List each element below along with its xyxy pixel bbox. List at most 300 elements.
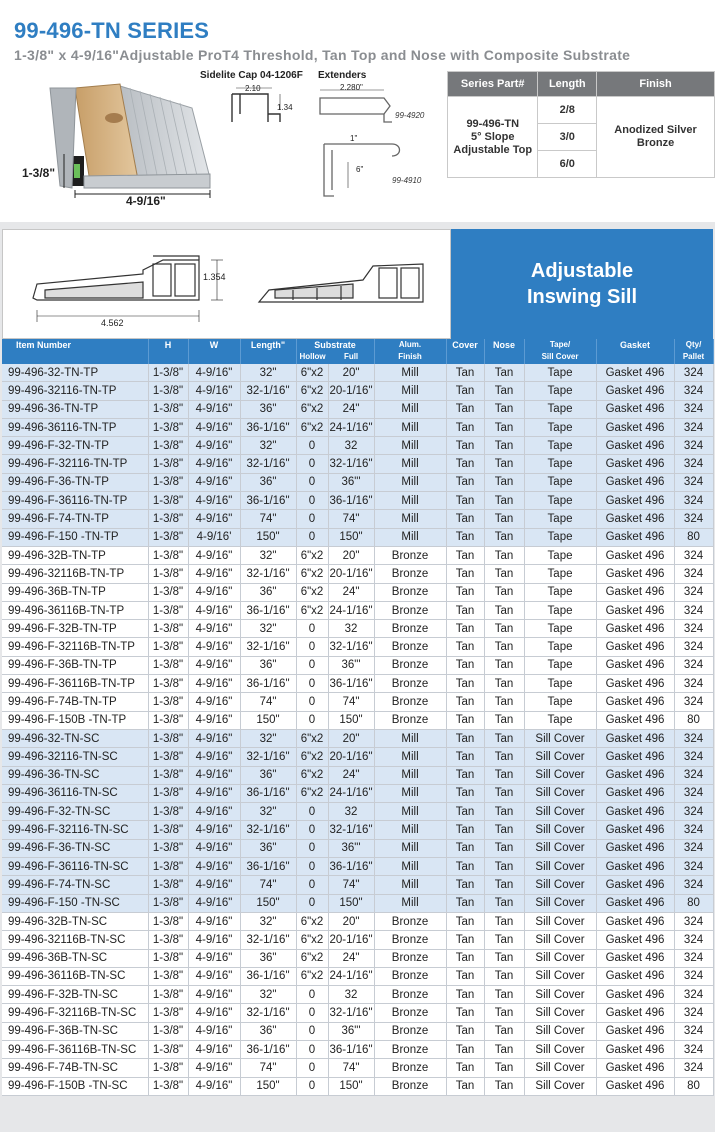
cell-h: 1-3/8" xyxy=(148,1040,188,1058)
col-h: H xyxy=(148,339,188,364)
cell-nose: Tan xyxy=(484,601,524,619)
col-qty-1: Qty/ xyxy=(685,340,702,349)
cell-alum-finish: Bronze xyxy=(374,931,446,949)
table-row xyxy=(2,528,713,546)
cell-gasket: Gasket 496 xyxy=(596,620,674,638)
cell-tape-sill-cover: Sill Cover xyxy=(524,1022,596,1040)
cell-item-number: 99-496-32116-TN-SC xyxy=(2,748,148,766)
cell-alum-finish: Mill xyxy=(374,858,446,876)
cell-cover: Tan xyxy=(446,839,484,857)
cell-item-number: 99-496-36-TN-TP xyxy=(2,400,148,418)
cell-tape-sill-cover: Tape xyxy=(524,601,596,619)
cell-qty-pallet: 80 xyxy=(674,1077,713,1095)
cell-w: 4-9/16" xyxy=(188,455,240,473)
cell-tape-sill-cover: Tape xyxy=(524,364,596,382)
cell-h: 1-3/8" xyxy=(148,492,188,510)
cell-gasket: Gasket 496 xyxy=(596,1077,674,1095)
cell-hollow: 0 xyxy=(296,821,328,839)
cell-h: 1-3/8" xyxy=(148,986,188,1004)
cell-item-number: 99-496-36-TN-SC xyxy=(2,766,148,784)
cell-full: 32-1/16" xyxy=(328,455,374,473)
cell-nose: Tan xyxy=(484,528,524,546)
col-w: W xyxy=(188,339,240,364)
cell-item-number: 99-496-36116-TN-SC xyxy=(2,784,148,802)
cell-qty-pallet: 324 xyxy=(674,748,713,766)
cell-item-number: 99-496-F-32116B-TN-TP xyxy=(2,638,148,656)
cell-w: 4-9/16" xyxy=(188,912,240,930)
cell-cover: Tan xyxy=(446,931,484,949)
table-row xyxy=(2,675,713,693)
cell-length: 32-1/16" xyxy=(240,565,296,583)
cell-qty-pallet: 80 xyxy=(674,711,713,729)
cell-hollow: 0 xyxy=(296,1040,328,1058)
cell-qty-pallet: 324 xyxy=(674,766,713,784)
header-section xyxy=(0,0,715,222)
cell-cover: Tan xyxy=(446,821,484,839)
cell-cover: Tan xyxy=(446,1059,484,1077)
table-row xyxy=(2,949,713,967)
cell-gasket: Gasket 496 xyxy=(596,803,674,821)
height-dimension: 1-3/8" xyxy=(22,166,56,180)
cell-cover: Tan xyxy=(446,528,484,546)
table-row xyxy=(2,1004,713,1022)
series-part-line: 99-496-TN xyxy=(466,117,520,130)
cell-hollow: 0 xyxy=(296,455,328,473)
cell-length: 74" xyxy=(240,693,296,711)
cell-full: 74" xyxy=(328,693,374,711)
cell-w: 4-9/16" xyxy=(188,675,240,693)
cell-w: 4-9/16" xyxy=(188,400,240,418)
cell-full: 32 xyxy=(328,986,374,1004)
cell-full: 36"' xyxy=(328,473,374,491)
cell-full: 24-1/16" xyxy=(328,784,374,802)
cell-cover: Tan xyxy=(446,711,484,729)
cell-gasket: Gasket 496 xyxy=(596,986,674,1004)
cell-gasket: Gasket 496 xyxy=(596,1040,674,1058)
threshold-product-image xyxy=(20,78,220,210)
cell-hollow: 6"x2 xyxy=(296,546,328,564)
cell-tape-sill-cover: Sill Cover xyxy=(524,1040,596,1058)
table-row xyxy=(2,418,713,436)
series-finish-line: Anodized Silver xyxy=(614,124,697,136)
cell-qty-pallet: 324 xyxy=(674,876,713,894)
series-table xyxy=(447,71,715,178)
table-row xyxy=(2,382,713,400)
cell-item-number: 99-496-32116B-TN-TP xyxy=(2,565,148,583)
cell-length: 32" xyxy=(240,912,296,930)
cell-tape-sill-cover: Tape xyxy=(524,492,596,510)
cell-tape-sill-cover: Tape xyxy=(524,620,596,638)
cell-nose: Tan xyxy=(484,675,524,693)
cap-height-dim: 1.34 xyxy=(277,103,293,112)
cell-alum-finish: Mill xyxy=(374,748,446,766)
cell-alum-finish: Bronze xyxy=(374,711,446,729)
page-title: 99-496-TN SERIES xyxy=(14,18,210,43)
cell-cover: Tan xyxy=(446,784,484,802)
cell-h: 1-3/8" xyxy=(148,729,188,747)
cell-gasket: Gasket 496 xyxy=(596,364,674,382)
table-row xyxy=(2,1022,713,1040)
cell-item-number: 99-496-F-32116-TN-SC xyxy=(2,821,148,839)
cell-w: 4-9/16" xyxy=(188,821,240,839)
threshold-profile-drawing xyxy=(3,230,450,338)
cell-hollow: 0 xyxy=(296,620,328,638)
cell-h: 1-3/8" xyxy=(148,455,188,473)
cell-cover: Tan xyxy=(446,912,484,930)
cell-length: 36" xyxy=(240,473,296,491)
cell-item-number: 99-496-F-32-TN-TP xyxy=(2,437,148,455)
cell-tape-sill-cover: Sill Cover xyxy=(524,1004,596,1022)
cell-cover: Tan xyxy=(446,583,484,601)
cell-alum-finish: Mill xyxy=(374,510,446,528)
cell-item-number: 99-496-F-150B -TN-SC xyxy=(2,1077,148,1095)
table-row xyxy=(2,492,713,510)
cell-item-number: 99-496-F-150B -TN-TP xyxy=(2,711,148,729)
cell-gasket: Gasket 496 xyxy=(596,693,674,711)
cell-qty-pallet: 324 xyxy=(674,583,713,601)
cell-cover: Tan xyxy=(446,382,484,400)
cell-length: 36-1/16" xyxy=(240,967,296,985)
cell-nose: Tan xyxy=(484,455,524,473)
cell-cover: Tan xyxy=(446,748,484,766)
cell-length: 150" xyxy=(240,711,296,729)
cell-qty-pallet: 80 xyxy=(674,528,713,546)
cell-hollow: 6"x2 xyxy=(296,364,328,382)
cell-length: 32" xyxy=(240,803,296,821)
cell-cover: Tan xyxy=(446,876,484,894)
cell-w: 4-9/16" xyxy=(188,766,240,784)
cell-item-number: 99-496-F-74B-TN-SC xyxy=(2,1059,148,1077)
cell-cover: Tan xyxy=(446,967,484,985)
col-gasket: Gasket xyxy=(596,339,674,364)
cell-nose: Tan xyxy=(484,858,524,876)
cell-item-number: 99-496-F-32B-TN-TP xyxy=(2,620,148,638)
cell-tape-sill-cover: Sill Cover xyxy=(524,949,596,967)
cell-tape-sill-cover: Sill Cover xyxy=(524,729,596,747)
col-nose: Nose xyxy=(484,339,524,364)
cell-hollow: 0 xyxy=(296,711,328,729)
table-row xyxy=(2,400,713,418)
cell-nose: Tan xyxy=(484,1004,524,1022)
cell-item-number: 99-496-32116-TN-TP xyxy=(2,382,148,400)
cell-full: 36-1/16" xyxy=(328,858,374,876)
cell-length: 36-1/16" xyxy=(240,1040,296,1058)
cell-tape-sill-cover: Tape xyxy=(524,638,596,656)
cell-length: 150" xyxy=(240,528,296,546)
cell-length: 36" xyxy=(240,400,296,418)
cell-nose: Tan xyxy=(484,656,524,674)
cell-item-number: 99-496-F-74B-TN-TP xyxy=(2,693,148,711)
cell-gasket: Gasket 496 xyxy=(596,437,674,455)
cell-full: 32-1/16" xyxy=(328,638,374,656)
cell-qty-pallet: 324 xyxy=(674,1022,713,1040)
cell-hollow: 6"x2 xyxy=(296,583,328,601)
cell-h: 1-3/8" xyxy=(148,1077,188,1095)
col-item: Item Number xyxy=(2,339,148,364)
cell-qty-pallet: 324 xyxy=(674,1004,713,1022)
cell-full: 150" xyxy=(328,711,374,729)
cell-h: 1-3/8" xyxy=(148,1059,188,1077)
cell-tape-sill-cover: Tape xyxy=(524,656,596,674)
cell-length: 32" xyxy=(240,546,296,564)
series-header-length: Length xyxy=(538,72,597,97)
cell-alum-finish: Mill xyxy=(374,492,446,510)
cell-qty-pallet: 324 xyxy=(674,656,713,674)
cell-qty-pallet: 324 xyxy=(674,986,713,1004)
cell-w: 4-9/16" xyxy=(188,839,240,857)
cell-tape-sill-cover: Sill Cover xyxy=(524,894,596,912)
cell-length: 36" xyxy=(240,766,296,784)
cell-alum-finish: Bronze xyxy=(374,693,446,711)
cell-cover: Tan xyxy=(446,437,484,455)
cell-cover: Tan xyxy=(446,1022,484,1040)
cell-alum-finish: Bronze xyxy=(374,1040,446,1058)
cell-tape-sill-cover: Sill Cover xyxy=(524,1059,596,1077)
cell-h: 1-3/8" xyxy=(148,766,188,784)
cell-w: 4-9/16" xyxy=(188,565,240,583)
cell-h: 1-3/8" xyxy=(148,675,188,693)
cell-item-number: 99-496-36B-TN-TP xyxy=(2,583,148,601)
cell-cover: Tan xyxy=(446,1077,484,1095)
cell-nose: Tan xyxy=(484,510,524,528)
cell-full: 74" xyxy=(328,1059,374,1077)
cell-h: 1-3/8" xyxy=(148,364,188,382)
cell-tape-sill-cover: Sill Cover xyxy=(524,912,596,930)
profile-width-dim: 4.562 xyxy=(101,318,124,328)
col-full: Full xyxy=(343,352,359,361)
cell-nose: Tan xyxy=(484,784,524,802)
cell-gasket: Gasket 496 xyxy=(596,748,674,766)
cell-hollow: 6"x2 xyxy=(296,729,328,747)
extender-4910-width-dim: 1" xyxy=(350,134,358,143)
cell-full: 36-1/16" xyxy=(328,1040,374,1058)
cell-nose: Tan xyxy=(484,620,524,638)
cell-gasket: Gasket 496 xyxy=(596,565,674,583)
cell-item-number: 99-496-32-TN-SC xyxy=(2,729,148,747)
cell-nose: Tan xyxy=(484,894,524,912)
extender-4910-height-dim: 6" xyxy=(356,165,364,174)
cell-alum-finish: Bronze xyxy=(374,638,446,656)
cell-item-number: 99-496-36116B-TN-SC xyxy=(2,967,148,985)
cell-full: 32 xyxy=(328,437,374,455)
cell-length: 36" xyxy=(240,1022,296,1040)
cell-nose: Tan xyxy=(484,400,524,418)
cell-gasket: Gasket 496 xyxy=(596,894,674,912)
cell-hollow: 0 xyxy=(296,437,328,455)
cell-gasket: Gasket 496 xyxy=(596,949,674,967)
cell-cover: Tan xyxy=(446,601,484,619)
cell-full: 24-1/16" xyxy=(328,967,374,985)
banner-line-1: Adjustable xyxy=(530,260,634,282)
cell-qty-pallet: 324 xyxy=(674,400,713,418)
cell-tape-sill-cover: Sill Cover xyxy=(524,748,596,766)
cell-w: 4-9/16" xyxy=(188,546,240,564)
adjustable-inswing-banner xyxy=(451,229,713,339)
cell-gasket: Gasket 496 xyxy=(596,473,674,491)
cell-full: 24" xyxy=(328,766,374,784)
cell-gasket: Gasket 496 xyxy=(596,1059,674,1077)
cell-h: 1-3/8" xyxy=(148,620,188,638)
cell-w: 4-9/16" xyxy=(188,931,240,949)
cell-nose: Tan xyxy=(484,729,524,747)
profile-drawing-panel xyxy=(2,229,451,339)
cell-length: 32-1/16" xyxy=(240,931,296,949)
col-tape xyxy=(524,339,596,364)
cell-gasket: Gasket 496 xyxy=(596,601,674,619)
series-header-finish: Finish xyxy=(597,72,715,97)
cell-h: 1-3/8" xyxy=(148,583,188,601)
cell-w: 4-9/16" xyxy=(188,473,240,491)
table-header-row xyxy=(2,339,713,364)
table-row xyxy=(2,510,713,528)
cell-full: 32-1/16" xyxy=(328,1004,374,1022)
cell-alum-finish: Mill xyxy=(374,473,446,491)
cell-alum-finish: Bronze xyxy=(374,1004,446,1022)
cell-hollow: 0 xyxy=(296,675,328,693)
cell-nose: Tan xyxy=(484,492,524,510)
cell-full: 36"' xyxy=(328,839,374,857)
cell-w: 4-9/16' xyxy=(188,528,240,546)
cell-w: 4-9/16" xyxy=(188,1022,240,1040)
cell-item-number: 99-496-32-TN-TP xyxy=(2,364,148,382)
cell-item-number: 99-496-F-74-TN-TP xyxy=(2,510,148,528)
cell-length: 36" xyxy=(240,839,296,857)
cell-qty-pallet: 324 xyxy=(674,821,713,839)
cell-w: 4-9/16" xyxy=(188,382,240,400)
cell-h: 1-3/8" xyxy=(148,839,188,857)
col-qty xyxy=(674,339,713,364)
cell-hollow: 6"x2 xyxy=(296,766,328,784)
cell-nose: Tan xyxy=(484,1077,524,1095)
cell-gasket: Gasket 496 xyxy=(596,711,674,729)
cell-qty-pallet: 324 xyxy=(674,967,713,985)
cell-tape-sill-cover: Sill Cover xyxy=(524,784,596,802)
table-row xyxy=(2,967,713,985)
cell-qty-pallet: 324 xyxy=(674,693,713,711)
cell-full: 32-1/16" xyxy=(328,821,374,839)
cell-item-number: 99-496-36116B-TN-TP xyxy=(2,601,148,619)
cell-gasket: Gasket 496 xyxy=(596,821,674,839)
cell-full: 20-1/16" xyxy=(328,382,374,400)
cell-tape-sill-cover: Tape xyxy=(524,675,596,693)
cell-nose: Tan xyxy=(484,931,524,949)
cell-full: 20" xyxy=(328,546,374,564)
cell-w: 4-9/16" xyxy=(188,437,240,455)
cell-gasket: Gasket 496 xyxy=(596,492,674,510)
cell-full: 20-1/16" xyxy=(328,748,374,766)
cell-qty-pallet: 324 xyxy=(674,620,713,638)
cell-w: 4-9/16" xyxy=(188,1004,240,1022)
cell-alum-finish: Mill xyxy=(374,418,446,436)
cell-cover: Tan xyxy=(446,949,484,967)
cell-hollow: 0 xyxy=(296,986,328,1004)
cell-length: 32" xyxy=(240,729,296,747)
cell-w: 4-9/16" xyxy=(188,364,240,382)
cell-w: 4-9/16" xyxy=(188,1040,240,1058)
cell-hollow: 0 xyxy=(296,638,328,656)
cell-alum-finish: Bronze xyxy=(374,656,446,674)
cell-alum-finish: Mill xyxy=(374,455,446,473)
table-row xyxy=(2,711,713,729)
cell-item-number: 99-496-32B-TN-TP xyxy=(2,546,148,564)
cell-qty-pallet: 324 xyxy=(674,638,713,656)
cell-hollow: 0 xyxy=(296,858,328,876)
cell-item-number: 99-496-36116-TN-TP xyxy=(2,418,148,436)
table-row xyxy=(2,894,713,912)
sidelite-cap-label: Sidelite Cap 04-1206F xyxy=(200,70,303,81)
cell-cover: Tan xyxy=(446,729,484,747)
cell-w: 4-9/16" xyxy=(188,858,240,876)
cell-qty-pallet: 324 xyxy=(674,949,713,967)
table-row xyxy=(2,437,713,455)
cell-w: 4-9/16" xyxy=(188,418,240,436)
cell-tape-sill-cover: Sill Cover xyxy=(524,876,596,894)
cell-nose: Tan xyxy=(484,711,524,729)
cell-alum-finish: Bronze xyxy=(374,1059,446,1077)
cell-hollow: 0 xyxy=(296,510,328,528)
cell-full: 150" xyxy=(328,528,374,546)
cell-length: 36-1/16" xyxy=(240,601,296,619)
cell-length: 36" xyxy=(240,949,296,967)
table-row xyxy=(2,876,713,894)
cell-w: 4-9/16" xyxy=(188,894,240,912)
table-row xyxy=(2,821,713,839)
cell-hollow: 6"x2 xyxy=(296,601,328,619)
cell-cover: Tan xyxy=(446,766,484,784)
cell-h: 1-3/8" xyxy=(148,473,188,491)
cell-gasket: Gasket 496 xyxy=(596,858,674,876)
col-alum-1: Alum. xyxy=(398,340,422,349)
table-body xyxy=(2,364,713,1095)
table-row xyxy=(2,546,713,564)
cell-nose: Tan xyxy=(484,986,524,1004)
cell-qty-pallet: 324 xyxy=(674,473,713,491)
cell-item-number: 99-496-F-32116B-TN-SC xyxy=(2,1004,148,1022)
cell-length: 32-1/16" xyxy=(240,748,296,766)
cell-item-number: 99-496-F-150 -TN-TP xyxy=(2,528,148,546)
col-tape-1: Tape/ xyxy=(549,340,571,349)
series-length: 3/0 xyxy=(538,124,597,151)
cell-nose: Tan xyxy=(484,949,524,967)
cell-length: 36-1/16" xyxy=(240,418,296,436)
cell-item-number: 99-496-F-36116B-TN-TP xyxy=(2,675,148,693)
cell-nose: Tan xyxy=(484,748,524,766)
cell-h: 1-3/8" xyxy=(148,858,188,876)
cell-cover: Tan xyxy=(446,656,484,674)
cell-hollow: 6"x2 xyxy=(296,382,328,400)
cell-h: 1-3/8" xyxy=(148,967,188,985)
cell-full: 20" xyxy=(328,912,374,930)
cell-item-number: 99-496-32B-TN-SC xyxy=(2,912,148,930)
cell-tape-sill-cover: Tape xyxy=(524,455,596,473)
cell-alum-finish: Bronze xyxy=(374,1022,446,1040)
cell-tape-sill-cover: Tape xyxy=(524,565,596,583)
cell-full: 24-1/16" xyxy=(328,601,374,619)
cell-length: 32" xyxy=(240,364,296,382)
cell-w: 4-9/16" xyxy=(188,492,240,510)
cell-cover: Tan xyxy=(446,620,484,638)
cell-hollow: 0 xyxy=(296,693,328,711)
cell-cover: Tan xyxy=(446,473,484,491)
cell-qty-pallet: 324 xyxy=(674,675,713,693)
cell-cover: Tan xyxy=(446,693,484,711)
cell-alum-finish: Mill xyxy=(374,400,446,418)
cell-cover: Tan xyxy=(446,546,484,564)
cell-length: 32-1/16" xyxy=(240,1004,296,1022)
table-row xyxy=(2,638,713,656)
table-row xyxy=(2,656,713,674)
cell-full: 32 xyxy=(328,803,374,821)
